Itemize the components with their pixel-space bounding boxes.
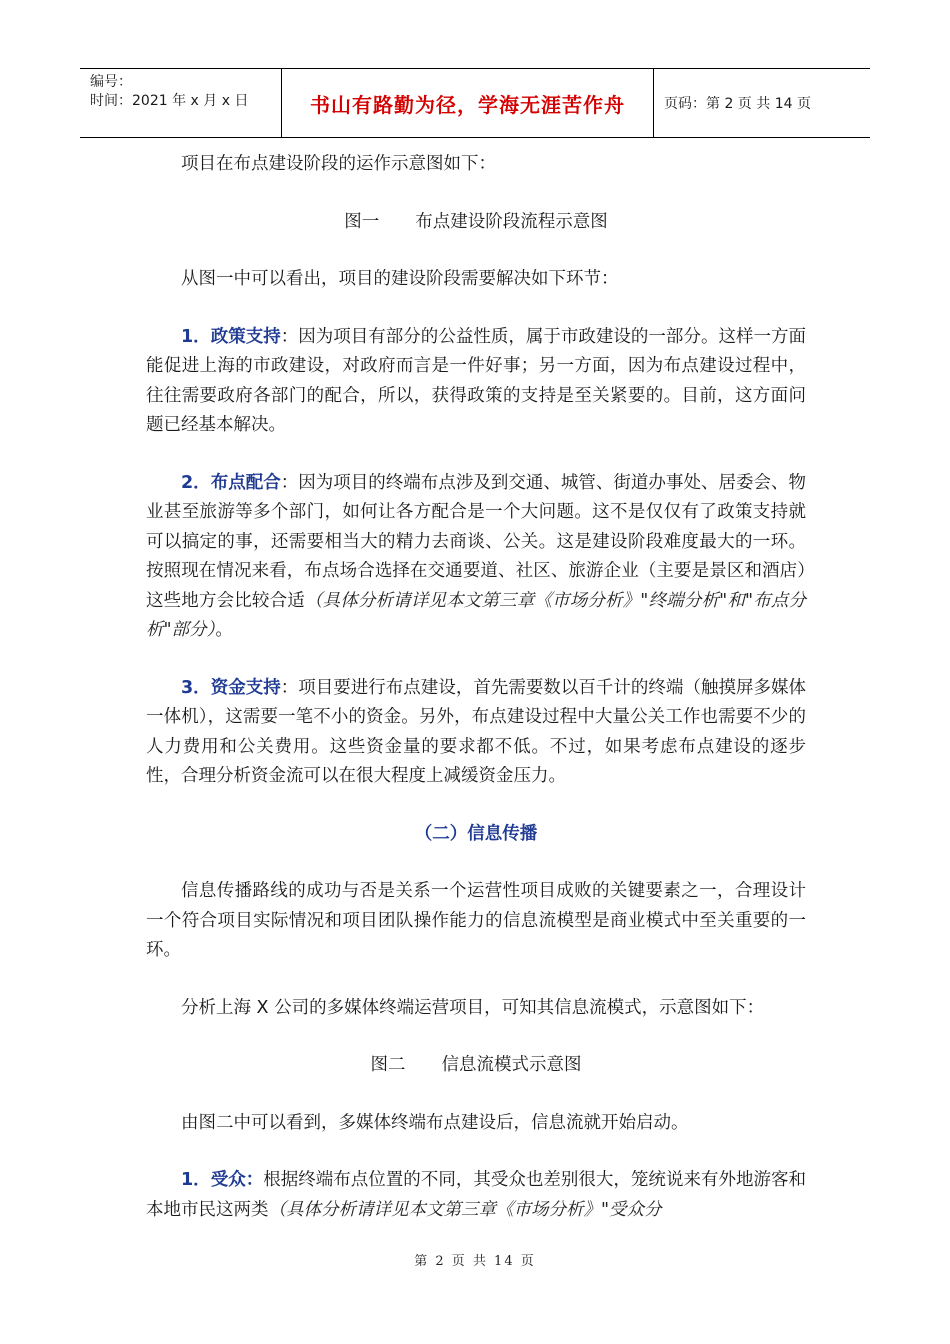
item-funding-text: ：项目要进行布点建设，首先需要数以百千计的终端（触摸屏多媒体一体机），这需要一笔不小的资金。另外，布点建设过程中大量公关工作也需要不少的人力费用和公关费用。这些资金量的要求都不低。不过，如果考虑布点建设的逐步性，合理分析资金流可以在很大程度上减缓资金压力。 <box>146 677 806 786</box>
intro-paragraph: 项目在布点建设阶段的运作示意图如下： <box>181 154 496 174</box>
item-audience-text: 根据终端布点位置的不同，其受众也差别很大，笼统说来有外地游客和本地市民这两类 <box>146 1170 806 1220</box>
page-footer: 第 2 页 共 14 页 <box>414 1254 536 1269</box>
number-label: 编号： <box>90 74 132 90</box>
time-label: 时间：2021 年 x 月 x 日 <box>90 93 249 109</box>
figure-2-title: 信息流模式示意图 <box>441 1055 582 1075</box>
figure-1-paragraph: 从图一中可以看出，项目的建设阶段需要解决如下环节： <box>181 269 619 289</box>
figure-1-caption <box>146 208 806 238</box>
item-funding-support <box>146 674 806 792</box>
item-site-cooperation <box>146 469 806 646</box>
figure-2-number: 图二 <box>370 1055 406 1075</box>
item-site-text: ：因为项目的终端布点涉及到交通、城管、街道办事处、居委会、物业甚至旅游等多个部门，如何让各方配合是一个大问题。这不是仅仅有了政策支持就可以搞定的事，还需要相当大的精力去商谈、公关。这是建设阶段难度最大的一环。按照现在情况来看，布点场合选择在交通要道、社区、旅游企业（主要是景区和酒店）这些地方会比较合适 <box>146 472 806 611</box>
figure-1-title: 布点建设阶段流程示意图 <box>415 211 608 232</box>
item-funding-title: 3．资金支持 <box>181 677 281 698</box>
item-policy-title: 1．政策支持 <box>181 326 281 347</box>
header-left-cell <box>80 69 282 137</box>
item-audience-reference: （具体分析请详见本文第三章《市场分析》"受众分 <box>268 1199 662 1220</box>
item-audience <box>146 1166 806 1225</box>
header-table <box>80 68 870 138</box>
header-page-info: 页码：第 2 页 共 14 页 <box>664 96 811 112</box>
item-policy-text: ：因为项目有部分的公益性质，属于市政建设的一部分。这样一方面能促进上海的市政建设，对政府而言是一件好事；另一方面，因为布点建设过程中，往往需要政府各部门的配合，所以，获得政策的支持是至关紧要的。目前，这方面问题已经基本解决。 <box>146 326 806 435</box>
figure-2-paragraph: 由图二中可以看到，多媒体终端布点建设后，信息流就开始启动。 <box>181 1112 689 1133</box>
info-spread-paragraph-2: 分析上海 X 公司的多媒体终端运营项目，可知其信息流模式，示意图如下： <box>181 997 765 1018</box>
item-site-reference: （具体分析请详见本文第三章《市场分析》"终端分析"和"布点分析"部分） <box>146 590 806 640</box>
item-site-end: 。 <box>215 620 233 640</box>
figure-1-number: 图一 <box>344 211 380 232</box>
figure-2-caption <box>146 1051 806 1081</box>
document-body <box>146 150 806 1253</box>
info-spread-paragraph-1: 信息传播路线的成功与否是关系一个运营性项目成败的关键要素之一，合理设计一个符合项目实际情况和项目团队操作能力的信息流模型是商业模式中至关重要的一环。 <box>146 881 806 960</box>
item-policy-support <box>146 323 806 441</box>
section-heading-info-spread: （二）信息传播 <box>414 823 538 844</box>
item-audience-title: 1．受众： <box>181 1170 264 1190</box>
header-motto: 书山有路勤为径，学海无涯苦作舟 <box>282 69 654 137</box>
item-site-title: 2．布点配合 <box>181 472 281 493</box>
